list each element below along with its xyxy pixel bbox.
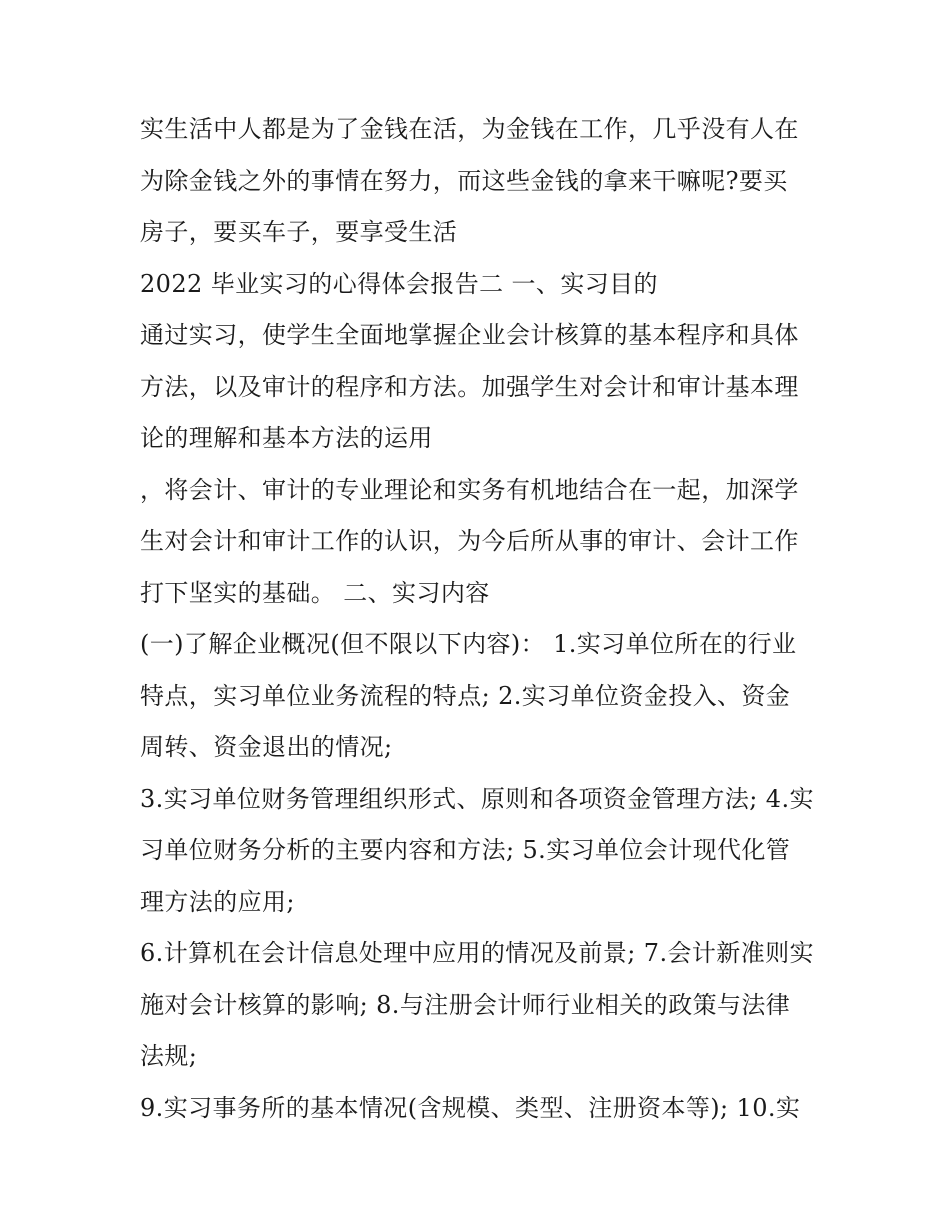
text-line: 施对会计核算的影响; 8.与注册会计师行业相关的政策与法律 xyxy=(140,990,791,1019)
text-line: 特点，实习单位业务流程的特点; 2.实习单位资金投入、资金 xyxy=(140,681,791,710)
text-line: (一)了解企业概况(但不限以下内容)： 1.实习单位所在的行业 xyxy=(140,630,797,658)
text-line: 通过实习，使学生全面地掌握企业会计核算的基本程序和具体 xyxy=(140,321,799,349)
text-line: 打下坚实的基础。 二、实习内容 xyxy=(140,578,490,607)
text-line: 法规; xyxy=(140,1042,198,1070)
document-text xyxy=(140,104,820,1134)
text-line: 房子，要买车子，要享受生活 xyxy=(140,218,458,246)
text-line: 习单位财务分析的主要内容和方法; 5.实习单位会计现代化管 xyxy=(140,836,791,864)
text-line: ，将会计、审计的专业理论和实务有机地结合在一起，加深学 xyxy=(140,475,799,504)
text-line: 实生活中人都是为了金钱在活，为金钱在工作，几乎没有人在 xyxy=(140,115,799,143)
section-heading-line: 2022 毕业实习的心得体会报告二 一、实习目的 xyxy=(140,269,658,298)
text-line: 9.实习事务所的基本情况(含规模、类型、注册资本等); 10.实 xyxy=(140,1093,801,1122)
text-line: 生对会计和审计工作的认识，为今后所从事的审计、会计工作 xyxy=(140,527,799,555)
text-line: 周转、资金退出的情况; xyxy=(140,733,393,761)
text-line: 方法，以及审计的程序和方法。加强学生对会计和审计基本理 xyxy=(140,372,799,401)
text-line: 理方法的应用; xyxy=(140,887,295,916)
text-line: 3.实习单位财务管理组织形式、原则和各项资金管理方法; 4.实 xyxy=(140,784,814,813)
text-line: 为除金钱之外的事情在努力，而这些金钱的拿来干嘛呢?要买 xyxy=(140,166,788,195)
text-line: 论的理解和基本方法的运用 xyxy=(140,424,433,452)
text-line: 6.计算机在会计信息处理中应用的情况及前景; 7.会计新准则实 xyxy=(140,939,814,967)
